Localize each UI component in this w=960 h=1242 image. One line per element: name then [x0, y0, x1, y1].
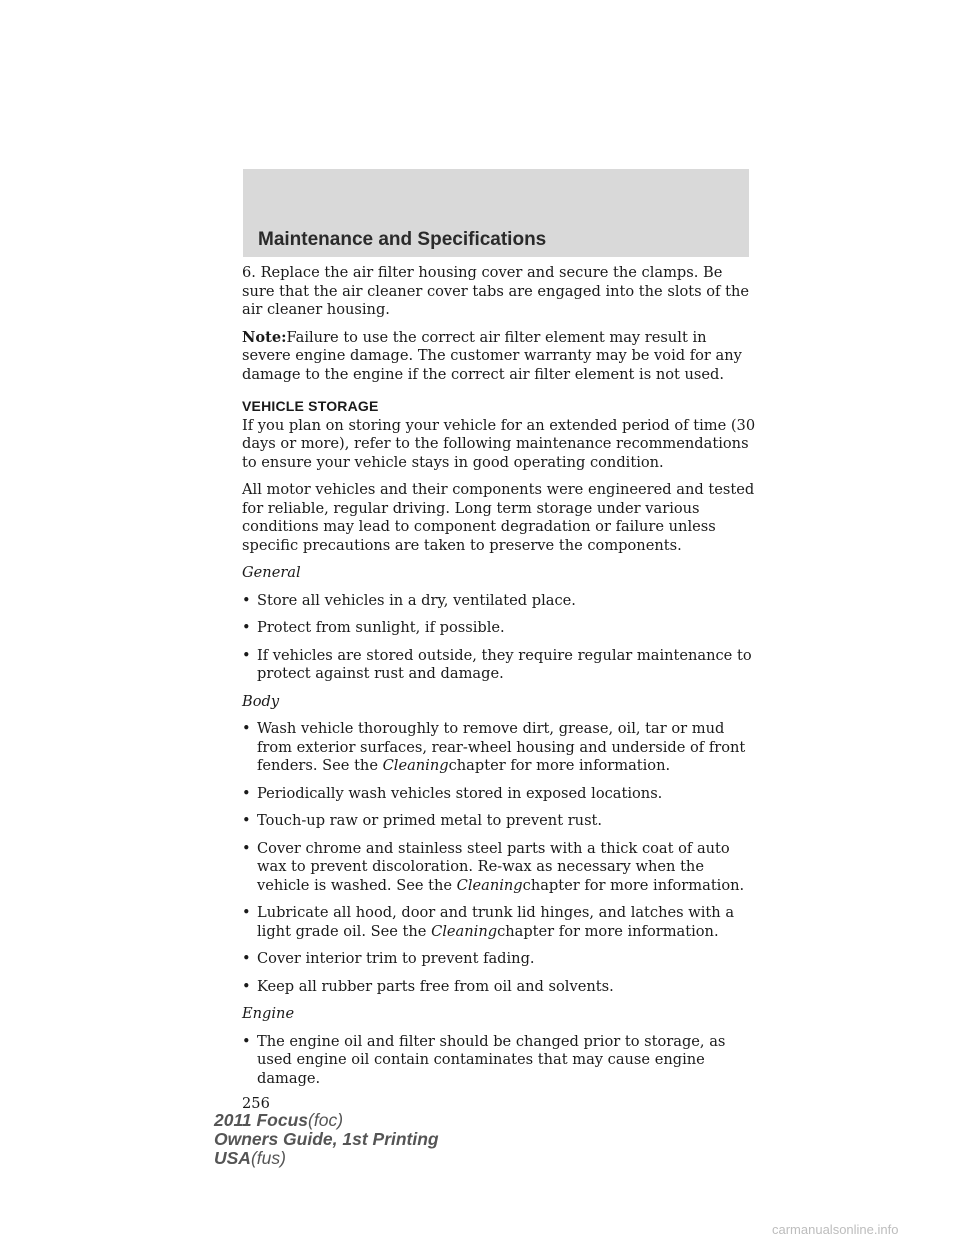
list-item	[242, 720, 757, 776]
section-title: Maintenance and Specifications	[258, 229, 547, 250]
general-subheading: General	[242, 564, 301, 581]
list-item	[242, 1033, 757, 1089]
storage-intro-paragraph: If you plan on storing your vehicle for an extended period of time (30 days or more), refer to the following maintenance recommendations to ensure your vehicle stays in good operating condition.	[242, 416, 756, 471]
list-item-text: Wash vehicle thoroughly to remove dirt, grease, oil, tar or mud from exterior surfaces, rear-wheel housing and underside of front fenders. See the	[257, 720, 746, 774]
bullet-icon: •	[242, 619, 251, 636]
engine-list	[242, 1033, 757, 1089]
storage-components-paragraph: All motor vehicles and their components were engineered and tested for reliable, regular driving. Long term storage under various conditions may lead to component degradation or failure unless specific precautions are taken to preserve the components.	[242, 481, 755, 554]
list-item-text: chapter for more information.	[522, 876, 745, 894]
note-paragraph	[242, 329, 757, 385]
footer-guide: Owners Guide, 1st Printing	[214, 1129, 439, 1149]
list-item	[242, 978, 757, 997]
chapter-reference: Cleaning	[431, 922, 498, 940]
footer-model: 2011 Focus	[214, 1110, 309, 1130]
vehicle-storage-heading: VEHICLE STORAGE	[242, 398, 379, 414]
list-item-text: Lubricate all hood, door and trunk lid hinges, and latches with a light grade oil. See the	[257, 904, 735, 940]
list-item-text: If vehicles are stored outside, they require regular maintenance to protect against rust and damage.	[257, 646, 752, 682]
bullet-icon: •	[242, 1032, 251, 1050]
list-item-text: Touch-up raw or primed metal to prevent rust.	[257, 812, 603, 829]
list-item	[242, 647, 757, 684]
footer-market-code: (fus)	[250, 1148, 286, 1168]
bullet-icon: •	[242, 591, 251, 609]
list-item-text: chapter for more information.	[448, 757, 671, 774]
chapter-reference: Cleaning	[382, 757, 449, 774]
footer-market: USA	[214, 1148, 251, 1168]
bullet-icon: •	[242, 784, 251, 802]
bullet-icon: •	[242, 812, 251, 829]
chapter-reference: Cleaning	[456, 876, 523, 894]
footer-line-guide	[214, 1130, 439, 1149]
list-item-text: Store all vehicles in a dry, ventilated place.	[257, 591, 576, 609]
general-list	[242, 592, 757, 684]
note-text: Failure to use the correct air filter element may result in severe engine damage. The customer warranty may be void for any damage to the engine if the correct air filter element is not used.	[242, 328, 742, 383]
body-list	[242, 720, 757, 996]
list-item	[242, 840, 757, 896]
engine-subheading: Engine	[242, 1005, 295, 1022]
list-item	[242, 904, 757, 941]
page-number: 256	[242, 1095, 270, 1112]
note-label: Note:	[242, 328, 287, 346]
list-item-text: Cover chrome and stainless steel parts with a thick coat of auto wax to prevent discoloration. Re-wax as necessary when the vehicle is washed. See the	[257, 839, 730, 894]
list-item	[242, 785, 757, 804]
list-item-text: chapter for more information.	[497, 922, 719, 940]
page-content	[242, 264, 757, 1114]
list-item-text: Periodically wash vehicles stored in exposed locations.	[257, 784, 663, 802]
bullet-icon: •	[242, 720, 251, 737]
print-footer	[214, 1111, 439, 1168]
list-item-text: Cover interior trim to prevent fading.	[257, 950, 535, 967]
footer-line-market	[214, 1149, 439, 1168]
footer-line-model	[214, 1111, 439, 1130]
list-item	[242, 619, 757, 638]
body-subheading: Body	[242, 692, 280, 710]
footer-model-code: (foc)	[308, 1110, 344, 1130]
bullet-icon: •	[242, 839, 251, 857]
bullet-icon: •	[242, 950, 251, 967]
step-6-paragraph: 6. Replace the air filter housing cover and secure the clamps. Be sure that the air cleaner cover tabs are engaged into the slots of the air cleaner housing.	[242, 264, 749, 318]
list-item-text: The engine oil and filter should be changed prior to storage, as used engine oil contain contaminates that may cause engine damage.	[257, 1032, 726, 1087]
bullet-icon: •	[242, 646, 251, 664]
list-item-text: Protect from sunlight, if possible.	[257, 619, 505, 636]
section-header-band	[243, 169, 749, 257]
bullet-icon: •	[242, 977, 251, 995]
list-item	[242, 592, 757, 611]
bullet-icon: •	[242, 904, 251, 921]
list-item	[242, 950, 757, 969]
site-watermark[interactable]: carmanualsonline.info	[772, 1222, 899, 1237]
list-item	[242, 812, 757, 831]
list-item-text: Keep all rubber parts free from oil and solvents.	[257, 977, 614, 995]
